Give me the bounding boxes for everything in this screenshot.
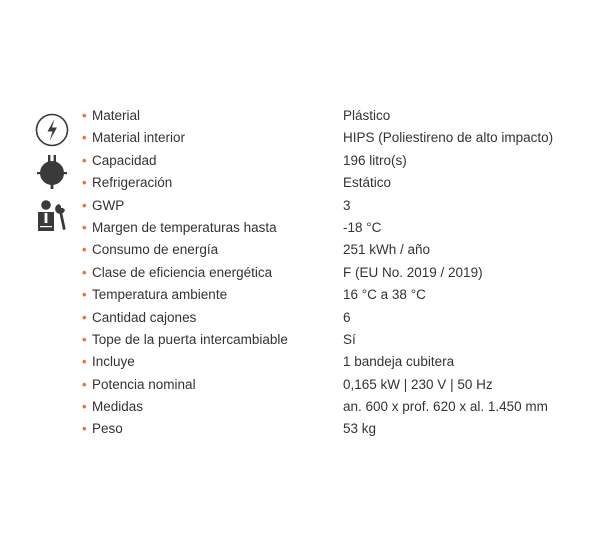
spec-value: 1 bandeja cubitera bbox=[343, 354, 455, 370]
power-plug-icon bbox=[32, 154, 72, 190]
spec-label: Capacidad bbox=[92, 152, 157, 168]
spec-row-incluye bbox=[80, 351, 580, 373]
spec-label: Potencia nominal bbox=[92, 376, 196, 392]
bullet-dot: • bbox=[82, 152, 87, 168]
bullet-dot: • bbox=[82, 264, 87, 280]
bullet-dot: • bbox=[82, 108, 87, 123]
spec-label: Material bbox=[92, 108, 141, 123]
spec-value: HIPS (Poliestireno de alto impacto) bbox=[343, 130, 554, 146]
spec-value: an. 600 x prof. 620 x al. 1.450 mm bbox=[343, 399, 548, 415]
spec-value: 251 kWh / año bbox=[343, 242, 431, 258]
spec-value: 53 kg bbox=[343, 421, 377, 437]
spec-row-temperatura-ambiente bbox=[80, 284, 580, 306]
bullet-dot: • bbox=[82, 219, 87, 235]
spec-value: 0,165 kW | 230 V | 50 Hz bbox=[343, 376, 493, 392]
bullet-dot: • bbox=[82, 242, 87, 258]
spec-label: GWP bbox=[92, 197, 125, 213]
spec-label: Incluye bbox=[92, 354, 135, 370]
lightning-bolt-icon bbox=[32, 112, 72, 148]
bullet-dot: • bbox=[82, 421, 87, 437]
spec-row-margen-temperaturas bbox=[80, 217, 580, 239]
bullet-dot: • bbox=[82, 331, 87, 347]
bullet-dot: • bbox=[82, 376, 87, 392]
spec-label: Tope de la puerta intercambiable bbox=[92, 331, 288, 347]
spec-label: Margen de temperaturas hasta bbox=[92, 219, 277, 235]
bullet-dot: • bbox=[82, 175, 87, 191]
spec-row-consumo-energia bbox=[80, 239, 580, 261]
bullet-dot: • bbox=[82, 399, 87, 415]
spec-value: 196 litro(s) bbox=[343, 152, 407, 168]
bullet-dot: • bbox=[82, 309, 87, 325]
bullet-dot: • bbox=[82, 354, 87, 370]
technician-icon bbox=[32, 198, 72, 234]
spec-value: Sí bbox=[343, 331, 356, 347]
spec-value: 16 °C a 38 °C bbox=[343, 287, 426, 303]
spec-label: Clase de eficiencia energética bbox=[92, 264, 273, 280]
spec-row-peso bbox=[80, 418, 580, 440]
spec-row-refrigeracion bbox=[80, 172, 580, 194]
spec-value: Plástico bbox=[343, 108, 391, 123]
spec-label: Cantidad cajones bbox=[92, 309, 197, 325]
spec-value: -18 °C bbox=[343, 219, 382, 235]
spec-value: F (EU No. 2019 / 2019) bbox=[343, 264, 483, 280]
spec-row-tope-puerta bbox=[80, 329, 580, 351]
spec-row-material bbox=[80, 105, 580, 127]
spec-row-clase-eficiencia bbox=[80, 262, 580, 284]
bullet-dot: • bbox=[82, 197, 87, 213]
spec-list bbox=[80, 105, 580, 441]
spec-label: Peso bbox=[92, 421, 123, 437]
spec-row-medidas bbox=[80, 396, 580, 418]
spec-label: Consumo de energía bbox=[92, 242, 219, 258]
spec-row-cantidad-cajones bbox=[80, 307, 580, 329]
spec-label: Medidas bbox=[92, 399, 144, 415]
spec-row-gwp bbox=[80, 195, 580, 217]
spec-label: Refrigeración bbox=[92, 175, 173, 191]
bullet-dot: • bbox=[82, 130, 87, 146]
spec-label: Material interior bbox=[92, 130, 186, 146]
spec-value: Estático bbox=[343, 175, 392, 191]
spec-value: 3 bbox=[343, 197, 351, 213]
spec-row-material-interior bbox=[80, 127, 580, 149]
spec-value: 6 bbox=[343, 309, 351, 325]
bullet-dot: • bbox=[82, 287, 87, 303]
spec-label: Temperatura ambiente bbox=[92, 287, 228, 303]
spec-row-potencia-nominal bbox=[80, 374, 580, 396]
spec-row-capacidad bbox=[80, 150, 580, 172]
